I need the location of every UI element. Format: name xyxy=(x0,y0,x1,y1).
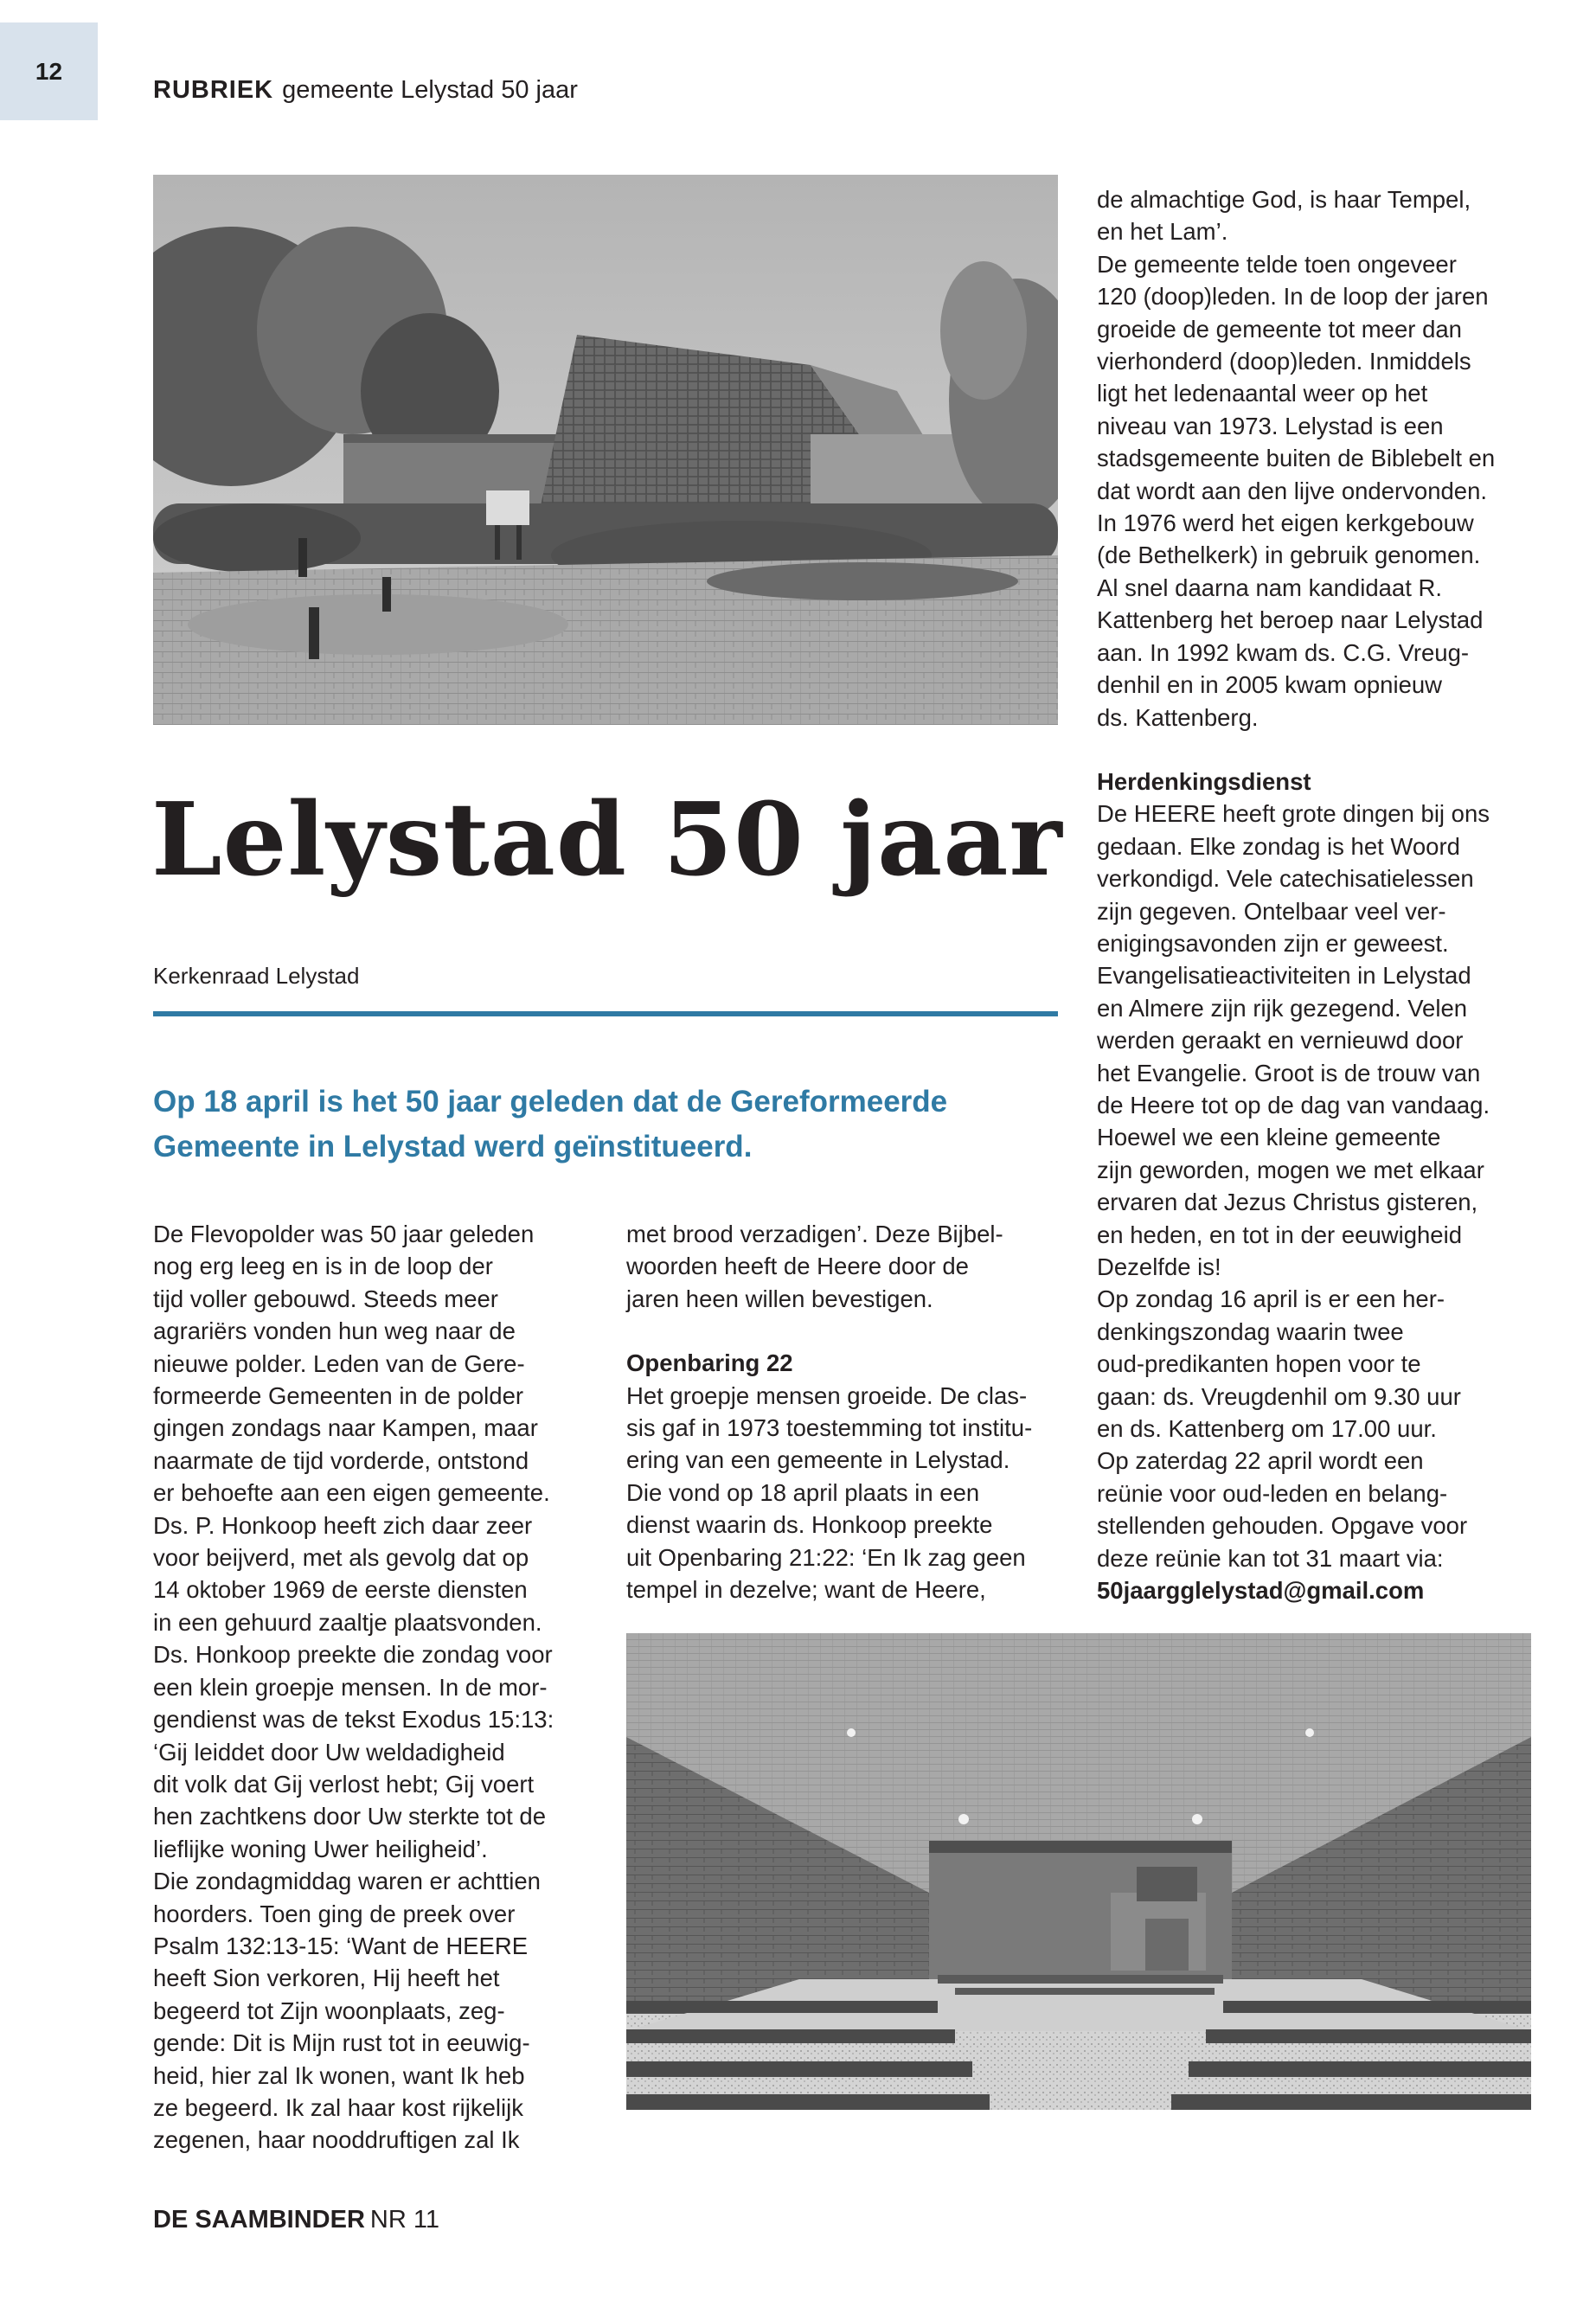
body-line: gedaan. Elke zondag is het Woord xyxy=(1097,832,1460,860)
body-line: Psalm 132:13-15: ‘Want de HEERE xyxy=(153,1932,529,1959)
body-line: tempel in dezelve; want de Heere, xyxy=(626,1576,986,1604)
body-line: dat wordt aan den lijve ondervonden. xyxy=(1097,477,1488,504)
body-line: nog erg leeg en is in de loop der xyxy=(153,1253,493,1280)
body-line: vierhonderd (doop)leden. Inmiddels xyxy=(1097,348,1471,375)
subheading-herdenkingsdienst: Herdenkingsdienst xyxy=(1097,767,1311,795)
body-line: met brood verzadigen’. Deze Bijbel- xyxy=(626,1221,1003,1247)
body-column-2 xyxy=(626,1218,1076,1606)
body-line: lieflijke woning Uwer heiligheid’. xyxy=(153,1835,488,1862)
paragraph-gap xyxy=(1097,734,1564,766)
body-line: agrariërs vonden hun weg naar de xyxy=(153,1317,516,1345)
subheading-openbaring: Openbaring 22 xyxy=(626,1349,793,1377)
body-line: nieuwe polder. Leden van de Gere- xyxy=(153,1349,525,1377)
page-footer xyxy=(153,2206,439,2234)
body-line: Kattenberg het beroep naar Lelystad xyxy=(1097,606,1484,634)
body-line: De HEERE heeft grote dingen bij ons xyxy=(1097,800,1490,828)
body-line: ligt het ledenaantal weer op het xyxy=(1097,380,1428,407)
body-column-3 xyxy=(1097,183,1564,1606)
body-line: niveau van 1973. Lelystad is een xyxy=(1097,412,1444,439)
issue-number: NR 11 xyxy=(369,2206,439,2234)
body-line: en het Lam’. xyxy=(1097,218,1228,246)
magazine-name: DE SAAMBINDER xyxy=(153,2206,365,2234)
article-intro xyxy=(153,1080,1053,1170)
body-line: aan. In 1992 kwam ds. C.G. Vreug- xyxy=(1097,638,1470,666)
body-line: De Flevopolder was 50 jaar geleden xyxy=(153,1221,535,1247)
body-line: gende: Dit is Mijn rust tot in eeuwig- xyxy=(153,2029,530,2057)
body-line: ds. Kattenberg. xyxy=(1097,703,1259,731)
section-label: RUBRIEK xyxy=(153,76,274,104)
body-line: dienst waarin ds. Honkoop preekte xyxy=(626,1511,993,1539)
body-line: en ds. Kattenberg om 17.00 uur. xyxy=(1097,1415,1437,1443)
article-title: Lelystad 50 jaar xyxy=(151,781,1063,899)
title-divider xyxy=(153,1011,1058,1016)
body-line: ze begeerd. Ik zal haar kost rijkelijk xyxy=(153,2093,523,2121)
body-line: woorden heeft de Heere door de xyxy=(626,1253,969,1280)
body-line: ervaren dat Jezus Christus gisteren, xyxy=(1097,1189,1478,1216)
church-interior-photo xyxy=(626,1633,1531,2110)
body-line: ‘Gij leiddet door Uw weldadigheid xyxy=(153,1738,505,1766)
body-line: naarmate de tijd vorderde, ontstond xyxy=(153,1446,529,1474)
body-column-1 xyxy=(153,1218,603,2157)
body-line: verkondigd. Vele catechisatielessen xyxy=(1097,865,1474,893)
body-line: formeerde Gemeenten in de polder xyxy=(153,1382,524,1410)
body-line: in een gehuurd zaaltje plaatsvonden. xyxy=(153,1608,542,1636)
body-line: Hoewel we een kleine gemeente xyxy=(1097,1124,1441,1151)
church-exterior-photo xyxy=(153,175,1058,725)
body-line: Al snel daarna nam kandidaat R. xyxy=(1097,574,1442,601)
body-line: gaan: ds. Vreugdenhil om 9.30 uur xyxy=(1097,1382,1461,1410)
article-author: Kerkenraad Lelystad xyxy=(153,963,360,989)
body-line: zegenen, haar nooddruftigen zal Ik xyxy=(153,2126,520,2154)
body-line: Die vond op 18 april plaats in een xyxy=(626,1478,980,1506)
body-line: 120 (doop)leden. In de loop der jaren xyxy=(1097,283,1489,311)
body-line: denkingszondag waarin twee xyxy=(1097,1317,1404,1345)
body-line: uit Openbaring 21:22: ‘En Ik zag geen xyxy=(626,1543,1026,1571)
body-line: voor beijverd, met als gevolg dat op xyxy=(153,1544,529,1572)
body-line: een klein groepje mensen. In de mor- xyxy=(153,1673,548,1701)
body-line: er behoefte aan een eigen gemeente. xyxy=(153,1479,550,1507)
running-header xyxy=(153,76,578,105)
body-line: Op zondag 16 april is er een her- xyxy=(1097,1285,1445,1313)
page-number: 12 xyxy=(0,22,98,120)
body-line: ering van een gemeente in Lelystad. xyxy=(626,1446,1010,1474)
body-line: reünie voor oud-leden en belang- xyxy=(1097,1479,1448,1507)
body-line: oud-predikanten hopen voor te xyxy=(1097,1350,1421,1378)
body-line: en Almere zijn rijk gezegend. Velen xyxy=(1097,994,1468,1022)
body-line: stadsgemeente buiten de Biblebelt en xyxy=(1097,445,1496,472)
body-line: Dezelfde is! xyxy=(1097,1253,1221,1280)
body-line: jaren heen willen bevestigen. xyxy=(626,1285,933,1312)
body-line: Die zondagmiddag waren er achttien xyxy=(153,1868,541,1895)
body-line: sis gaf in 1973 toestemming tot institu- xyxy=(626,1414,1033,1442)
body-line: het Evangelie. Groot is de trouw van xyxy=(1097,1059,1481,1086)
body-line: hoorders. Toen ging de preek over xyxy=(153,1900,516,1927)
body-line: deze reünie kan tot 31 maart via: xyxy=(1097,1544,1444,1572)
body-line: de Heere tot op de dag van vandaag. xyxy=(1097,1091,1490,1118)
body-line: (de Bethelkerk) in gebruik genomen. xyxy=(1097,542,1481,569)
body-line: tijd voller gebouwd. Steeds meer xyxy=(153,1285,498,1312)
body-line: zijn gegeven. Ontelbaar veel ver- xyxy=(1097,897,1446,925)
body-line: gendienst was de tekst Exodus 15:13: xyxy=(153,1706,554,1734)
body-line: dit volk dat Gij verlost hebt; Gij voert xyxy=(153,1770,535,1798)
body-line: zijn geworden, mogen we met elkaar xyxy=(1097,1156,1484,1183)
body-line: heeft Sion verkoren, Hij heeft het xyxy=(153,1965,500,1992)
body-line: stellenden gehouden. Opgave voor xyxy=(1097,1512,1468,1540)
section-title: gemeente Lelystad 50 jaar xyxy=(282,76,578,104)
body-line: groeide de gemeente tot meer dan xyxy=(1097,315,1462,343)
body-line: werden geraakt en vernieuwd door xyxy=(1097,1027,1464,1054)
body-line: Op zaterdag 22 april wordt een xyxy=(1097,1447,1424,1475)
body-line: gingen zondags naar Kampen, maar xyxy=(153,1414,538,1442)
body-line: en heden, en tot in der eeuwigheid xyxy=(1097,1221,1462,1248)
body-line: hen zachtkens door Uw sterkte tot de xyxy=(153,1803,546,1830)
body-line: Ds. Honkoop preekte die zondag voor xyxy=(153,1641,553,1669)
body-line: begeerd tot Zijn woonplaats, zeg- xyxy=(153,1997,505,2024)
body-line: Evangelisatieactiviteiten in Lelystad xyxy=(1097,962,1471,990)
contact-email[interactable]: 50jaargglelystad@gmail.com xyxy=(1097,1577,1425,1605)
body-line: Ds. P. Honkoop heeft zich daar zeer xyxy=(153,1511,533,1539)
body-line: Het groepje mensen groeide. De clas- xyxy=(626,1381,1028,1409)
body-line: 14 oktober 1969 de eerste diensten xyxy=(153,1576,528,1604)
body-line: heid, hier zal Ik wonen, want Ik heb xyxy=(153,2061,525,2089)
body-line: De gemeente telde toen ongeveer xyxy=(1097,250,1457,278)
paragraph-gap xyxy=(626,1315,1076,1347)
body-line: denhil en in 2005 kwam opnieuw xyxy=(1097,671,1443,699)
intro-line: Gemeente in Lelystad werd geïnstitueerd. xyxy=(153,1130,753,1163)
intro-line: Op 18 april is het 50 jaar geleden dat de Gereformeerde xyxy=(153,1085,948,1118)
body-line: In 1976 werd het eigen kerkgebouw xyxy=(1097,510,1474,537)
body-line: enigingsavonden zijn er geweest. xyxy=(1097,929,1449,957)
body-line: de almachtige God, is haar Tempel, xyxy=(1097,186,1471,213)
